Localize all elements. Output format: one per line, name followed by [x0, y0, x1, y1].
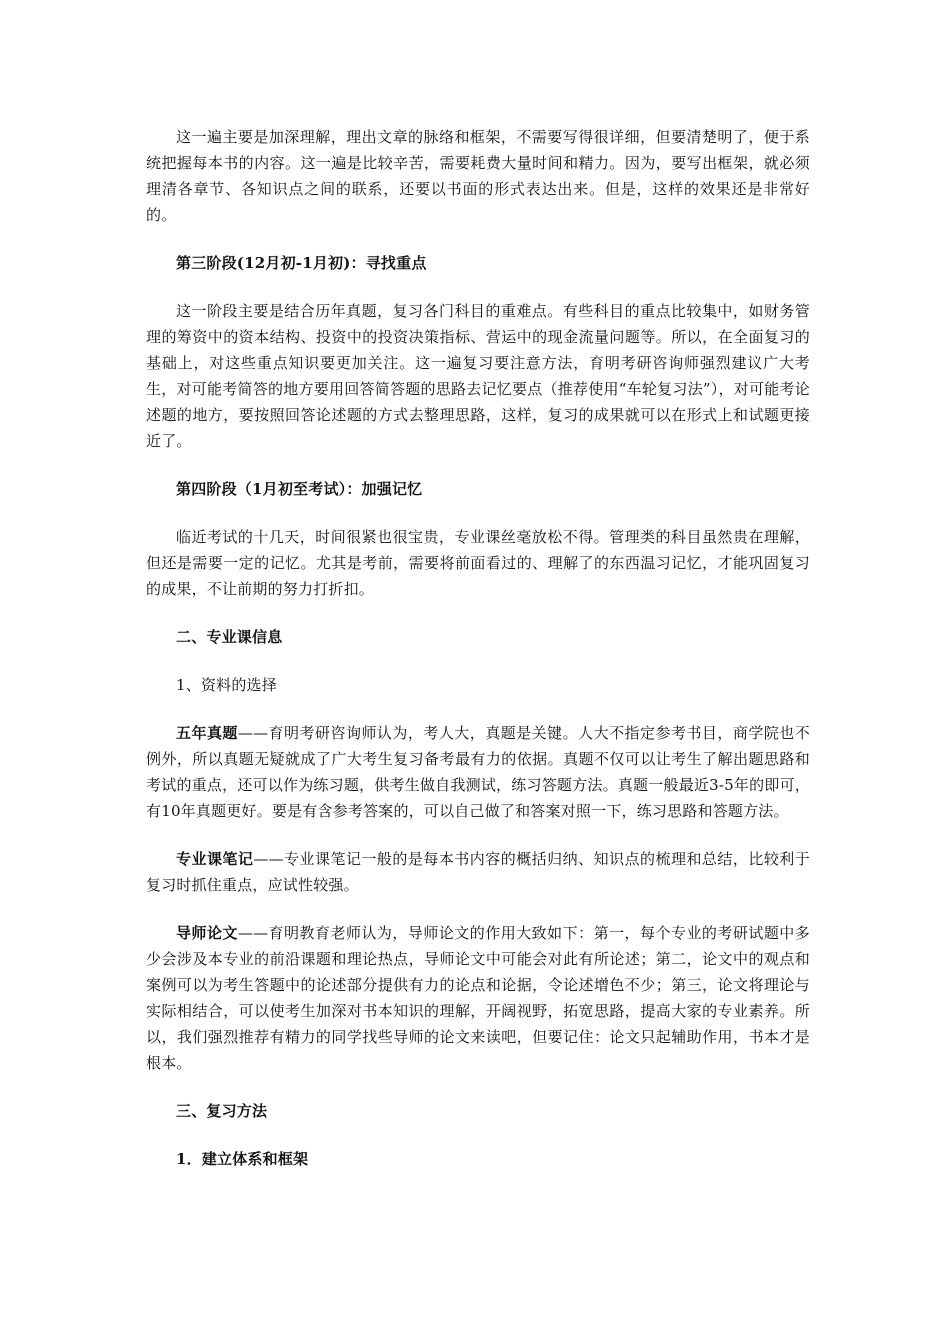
- heading-section-two: 二、专业课信息: [176, 628, 283, 646]
- paragraph-past-exams: [146, 720, 810, 824]
- heading-section-three: 三、复习方法: [176, 1102, 268, 1120]
- term-advisor-papers: 导师论文: [176, 924, 238, 942]
- heading-stage-four: 第四阶段（1月初至考试）：加强记忆: [176, 480, 423, 498]
- heading-stage-three: 第三阶段(12月初-1月初)：寻找重点: [176, 254, 427, 272]
- text-past-exams: ——育明考研咨询师认为，考人大，真题是关键。人大不指定参考书目，商学院也不例外，所以真题无疑就成了广大考生复习备考最有力的依据。真题不仅可以让考生了解出题思路和考试的重点，还可以作为练习题，供考生做自我测试，练习答题方法。真题一般最近3-5年的即可，有10年真题更好。要是有含参考答案的，可以自己做了和答案对照一下，练习思路和答题方法。: [146, 724, 810, 820]
- text-advisor-papers: ——育明教育老师认为，导师论文的作用大致如下：第一，每个专业的考研试题中多少会涉及本专业的前沿课题和理论热点，导师论文中可能会对此有所论述；第二，论文中的观点和案例可以为考生答题中的论述部分提供有力的论点和论据，令论述增色不少；第三，论文将理论与实际相结合，可以使考生加深对书本知识的理解，开阔视野，拓宽思路，提高大家的专业素养。所以，我们强烈推荐有精力的同学找些导师的论文来读吧，但要记住：论文只起辅助作用，书本才是根本。: [146, 924, 810, 1072]
- paragraph-course-notes: [146, 846, 810, 898]
- paragraph-advisor-papers: [146, 920, 810, 1076]
- paragraph-stage-four: 临近考试的十几天，时间很紧也很宝贵，专业课丝毫放松不得。管理类的科目虽然贵在理解，但还是需要一定的记忆。尤其是考前，需要将前面看过的、理解了的东西温习记忆，才能巩固复习的成果，不让前期的努力打折扣。: [146, 528, 810, 598]
- term-past-exams: 五年真题: [176, 724, 238, 742]
- heading-build-framework: 1．建立体系和框架: [176, 1150, 309, 1168]
- paragraph-stage-three: 这一阶段主要是结合历年真题，复习各门科目的重难点。有些科目的重点比较集中，如财务管理的筹资中的资本结构、投资中的投资决策指标、营运中的现金流量问题等。所以，在全面复习的基础上，对这些重点知识要更加关注。这一遍复习要注意方法，育明考研咨询师强烈建议广大考生，对可能考简答的地方要用回答简答题的思路去记忆要点（推荐使用“车轮复习法”），对可能考论述题的地方，要按照回答论述题的方式去整理思路，这样，复习的成果就可以在形式上和试题更接近了。: [146, 302, 810, 450]
- subheading-materials: 1、资料的选择: [176, 676, 277, 694]
- term-course-notes: 专业课笔记: [176, 850, 254, 868]
- text-course-notes: ——专业课笔记一般的是每本书内容的概括归纳、知识点的梳理和总结，比较利于复习时抓住重点，应试性较强。: [146, 850, 810, 894]
- paragraph-framework: 这一遍主要是加深理解，理出文章的脉络和框架，不需要写得很详细，但要清楚明了，便于系统把握每本书的内容。这一遍是比较辛苦，需要耗费大量时间和精力。因为，要写出框架，就必须理清各章节、各知识点之间的联系，还要以书面的形式表达出来。但是，这样的效果还是非常好的。: [146, 128, 810, 224]
- document-body: [146, 124, 810, 1172]
